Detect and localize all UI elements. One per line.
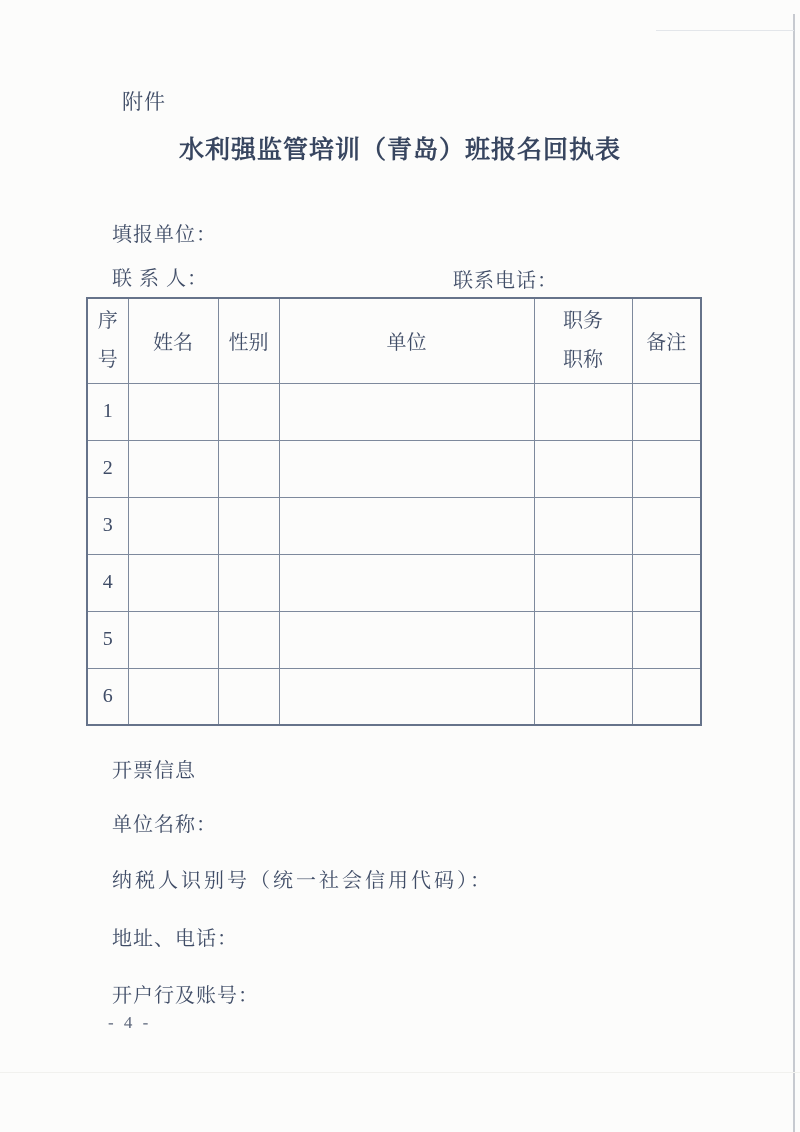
scan-edge-artifact	[793, 14, 795, 1132]
gender-cell	[218, 497, 279, 554]
header-cell-no	[87, 298, 128, 383]
table-row	[87, 497, 701, 554]
attachment-label: 附件	[122, 90, 166, 114]
position-title-cell	[534, 668, 632, 725]
contact-person-label: 联 系 人：	[112, 268, 208, 290]
remarks-cell	[632, 497, 701, 554]
unit-cell	[279, 383, 534, 440]
header-no-label: 序号	[97, 309, 118, 371]
header-cell-position-title	[534, 298, 632, 383]
header-cell-name	[128, 298, 218, 383]
scan-smudge-artifact	[0, 1072, 800, 1073]
name-cell	[128, 497, 218, 554]
row-number-cell: 3	[87, 497, 128, 554]
unit-cell	[279, 611, 534, 668]
name-cell	[128, 383, 218, 440]
contact-phone-label: 联系电话：	[453, 270, 558, 292]
unit-cell	[279, 554, 534, 611]
position-title-cell	[534, 440, 632, 497]
row-number-cell: 5	[87, 611, 128, 668]
gender-cell	[218, 440, 279, 497]
unit-cell	[279, 440, 534, 497]
registration-table	[86, 297, 702, 726]
table-row	[87, 440, 701, 497]
tax-id-label: 纳税人识别号（统一社会信用代码）：	[112, 870, 493, 892]
header-name-label: 姓名	[153, 332, 193, 355]
table-row	[87, 668, 701, 725]
name-cell	[128, 440, 218, 497]
remarks-cell	[632, 440, 701, 497]
invoice-info-heading: 开票信息	[112, 760, 196, 782]
header-cell-unit	[279, 298, 534, 383]
header-cell-remarks	[632, 298, 701, 383]
table-row	[87, 554, 701, 611]
address-phone-label: 地址、电话：	[112, 928, 238, 950]
name-cell	[128, 668, 218, 725]
scan-line-artifact	[656, 30, 794, 31]
row-number-cell: 4	[87, 554, 128, 611]
position-title-cell	[534, 383, 632, 440]
name-cell	[128, 554, 218, 611]
table-row	[87, 611, 701, 668]
unit-cell	[279, 497, 534, 554]
page-number: - 4 -	[108, 1013, 152, 1032]
remarks-cell	[632, 554, 701, 611]
table-header-row	[87, 298, 701, 383]
header-unit-label: 单位	[386, 332, 427, 355]
unit-cell	[279, 668, 534, 725]
position-title-cell	[534, 497, 632, 554]
gender-cell	[218, 383, 279, 440]
position-title-cell	[534, 554, 632, 611]
remarks-cell	[632, 611, 701, 668]
header-gender-label: 性别	[228, 332, 269, 355]
page-title: 水利强监管培训（青岛）班报名回执表	[178, 137, 621, 164]
row-number-cell: 2	[87, 440, 128, 497]
gender-cell	[218, 611, 279, 668]
company-name-label: 单位名称：	[112, 814, 217, 836]
table-row	[87, 383, 701, 440]
remarks-cell	[632, 383, 701, 440]
header-position-title-label: 职务职称	[563, 309, 603, 371]
gender-cell	[218, 668, 279, 725]
bank-account-label: 开户行及账号：	[112, 985, 259, 1007]
remarks-cell	[632, 668, 701, 725]
position-title-cell	[534, 611, 632, 668]
header-remarks-label: 备注	[646, 332, 687, 355]
filling-unit-label: 填报单位：	[112, 224, 217, 246]
row-number-cell: 6	[87, 668, 128, 725]
header-cell-gender	[218, 298, 279, 383]
gender-cell	[218, 554, 279, 611]
name-cell	[128, 611, 218, 668]
row-number-cell: 1	[87, 383, 128, 440]
